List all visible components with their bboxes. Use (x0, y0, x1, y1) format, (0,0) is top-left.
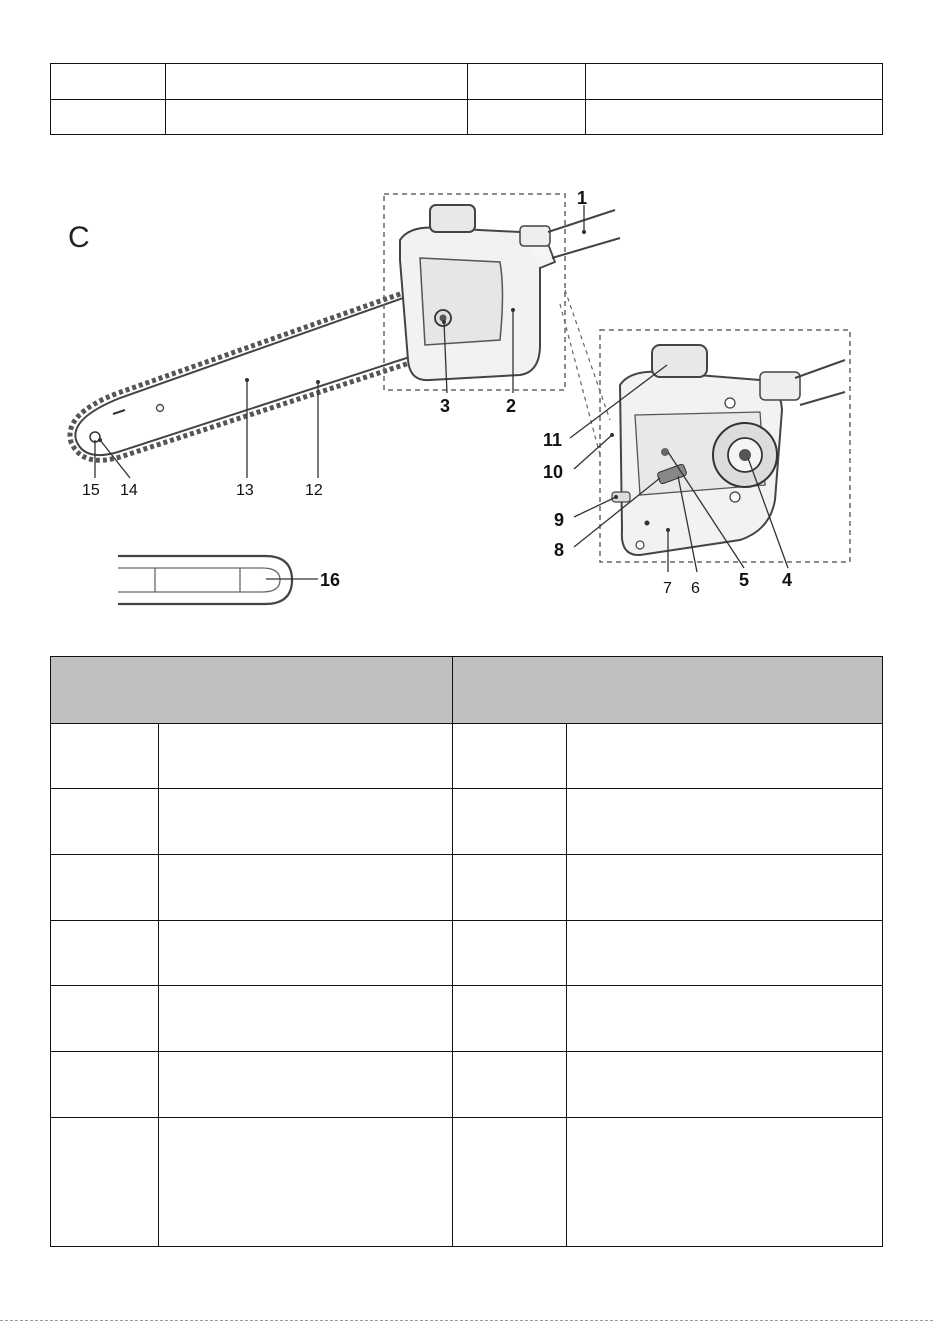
callout-4: 4 (782, 570, 793, 590)
callout-14: 14 (120, 482, 138, 499)
parts-table (50, 656, 883, 1247)
callout-5: 5 (739, 570, 750, 590)
callout-11: 11 (543, 430, 563, 450)
callout-3: 3 (440, 396, 451, 416)
table-row (51, 920, 883, 986)
callout-6: 6 (691, 580, 700, 597)
table-row (51, 1117, 883, 1246)
table-row (51, 1051, 883, 1117)
top-table-row (51, 99, 883, 135)
callout-9: 9 (554, 510, 565, 530)
parts-table-header (51, 657, 883, 724)
page-bottom-rule (0, 1320, 933, 1321)
callout-16: 16 (320, 570, 341, 590)
table-row (51, 723, 883, 789)
top-table-row (51, 64, 883, 100)
header-cell-left (51, 657, 453, 724)
callout-13: 13 (236, 482, 254, 499)
table-row (51, 789, 883, 855)
callout-10: 10 (543, 462, 564, 482)
callout-7: 7 (663, 580, 672, 597)
callout-8: 8 (554, 540, 565, 560)
callout-15: 15 (82, 482, 100, 499)
table-row (51, 854, 883, 920)
callout-2: 2 (506, 396, 517, 416)
saw-diagram (0, 150, 933, 640)
bar-cover (118, 556, 292, 604)
figure-letter: C (68, 221, 90, 254)
table-row (51, 986, 883, 1052)
header-cell-right (453, 657, 883, 724)
callout-1: 1 (577, 188, 588, 208)
callout-12: 12 (305, 482, 323, 499)
top-table (50, 63, 883, 135)
motor-housing (400, 205, 555, 380)
guide-bar (70, 287, 428, 460)
